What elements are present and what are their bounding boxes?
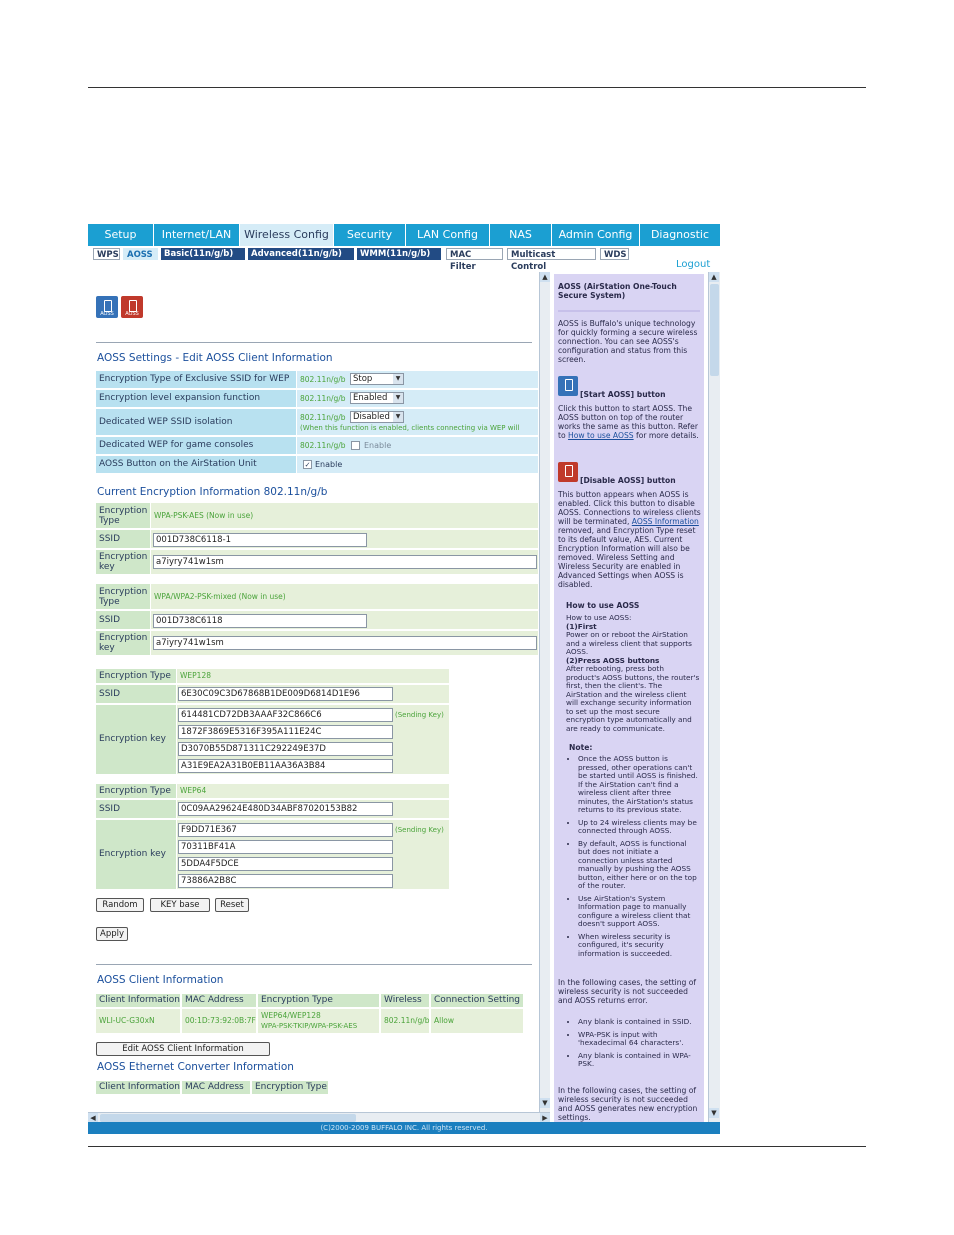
setting-label: Encryption level expansion function <box>96 390 296 407</box>
top-rule <box>88 87 866 88</box>
client-header: Encryption Type <box>258 994 379 1007</box>
ssid-label: SSID <box>96 611 150 629</box>
ssid-field[interactable]: 001D738C6118 <box>153 614 367 628</box>
wep128-key-field-1[interactable]: 614481CD72DB3AAAF32C866C6 <box>178 708 393 722</box>
aoss-button-checkbox[interactable]: ✓ <box>304 461 311 469</box>
encryption-type-label: Encryption Type <box>96 669 176 683</box>
ethernet-converter-title: AOSS Ethernet Converter Information <box>97 1061 294 1073</box>
client-header: Wireless <box>381 994 429 1007</box>
ssid-label: SSID <box>96 685 176 703</box>
subtab-mac-filter[interactable]: MAC Filter <box>446 248 503 260</box>
tab-diagnostic[interactable]: Diagnostic <box>650 228 710 241</box>
ethernet-header: Encryption Type <box>252 1081 328 1094</box>
wep64-key-field-1[interactable]: F9DD71E367 <box>178 823 393 837</box>
encryption-key-label: Encryption key <box>96 631 150 655</box>
band-label: 802.11n/g/b <box>300 413 346 422</box>
help-disable-title: [Disable AOSS] button <box>580 476 676 485</box>
scroll-down-icon[interactable]: ▼ <box>709 1108 719 1118</box>
encryption-type-value: WPA/WPA2-PSK-mixed (Now in use) <box>154 592 286 601</box>
random-button[interactable]: Random <box>96 898 144 912</box>
encryption-type-value: WPA-PSK-AES (Now in use) <box>154 511 254 520</box>
game-console-checkbox-label: Enable <box>364 441 392 450</box>
main-vertical-scrollbar[interactable] <box>539 272 550 1112</box>
subtab-wds[interactable]: WDS <box>600 248 629 260</box>
client-cell: WLI-UC-G30xN <box>96 1009 180 1033</box>
edit-client-info-button[interactable]: Edit AOSS Client Information <box>96 1042 270 1056</box>
apply-button[interactable]: Apply <box>96 927 128 941</box>
encryption-key-label: Encryption key <box>96 550 150 574</box>
scroll-down-icon[interactable]: ▼ <box>540 1098 550 1108</box>
client-cell: 802.11n/g/b <box>381 1009 429 1033</box>
tab-setup[interactable]: Setup <box>88 224 154 246</box>
subtab-advanced[interactable]: Advanced(11n/g/b) <box>248 248 354 260</box>
scroll-up-icon[interactable]: ▲ <box>540 272 550 282</box>
how-to-use-aoss-link[interactable]: How to use AOSS <box>568 431 634 440</box>
tab-admin-config[interactable]: Admin Config <box>552 224 640 246</box>
encryption-level-expansion-select[interactable]: Enabled ▼ <box>350 392 404 404</box>
help-note-item: • Use AirStation's System Information page to manually configure a wireless client that doesn't support AOSS. <box>578 895 700 929</box>
setting-value-cell <box>297 390 538 407</box>
wep64-key-field-3[interactable]: 5DDA4F5DCE <box>178 857 393 871</box>
help-press-text: After rebooting, press both product's AOSS buttons, the router's first, then the client's. The AirStation and the wireless client will exchange security information to set up the most secure encryption type automatically and are ready to communicate. <box>566 664 700 733</box>
help-case-item: • Any blank is contained in SSID. <box>578 1018 700 1027</box>
help-case-item: • Any blank is contained in WPA-PSK. <box>578 1052 700 1069</box>
aoss-information-link[interactable]: AOSS Information <box>631 517 699 526</box>
encryption-type-value-cell <box>177 669 449 683</box>
scroll-left-icon[interactable]: ◀ <box>88 1113 98 1123</box>
chevron-down-icon: ▼ <box>393 412 403 422</box>
help-howto-title: How to use AOSS <box>566 601 640 610</box>
encryption-type-label: Encryption Type <box>96 584 150 609</box>
help-intro: AOSS is Buffalo's unique technology for quickly forming a secure wireless connection. You can see AOSS's configuration and status from this screen. <box>558 319 698 364</box>
band-label: 802.11n/g/b <box>300 441 346 450</box>
ssid-label: SSID <box>96 530 150 548</box>
client-info-title: AOSS Client Information <box>97 974 224 986</box>
main-nav <box>88 224 720 246</box>
setting-value-cell <box>297 371 538 388</box>
ethernet-header: Client Information <box>96 1081 180 1094</box>
scroll-right-icon[interactable]: ▶ <box>540 1113 550 1123</box>
encryption-type-value-cell <box>177 784 449 798</box>
help-howto-block <box>566 614 700 733</box>
encryption-type-value-cell <box>151 503 538 528</box>
section-divider <box>96 964 532 965</box>
tab-internet-lan[interactable]: Internet/LAN <box>154 224 240 246</box>
ethernet-header: MAC Address <box>182 1081 250 1094</box>
encryption-key-field[interactable]: a7iyry741w1sm <box>153 636 537 650</box>
client-header: MAC Address <box>182 994 256 1007</box>
subtab-basic[interactable]: Basic(11n/g/b) <box>161 248 245 260</box>
ssid-label: SSID <box>96 800 176 818</box>
aoss-button-checkbox-label: Enable <box>315 460 343 469</box>
chevron-down-icon: ▼ <box>393 374 403 384</box>
setting-value-cell <box>297 409 538 435</box>
reset-button[interactable]: Reset <box>215 898 249 912</box>
client-cell: 00:1D:73:92:0B:7F <box>182 1009 256 1033</box>
wep64-ssid-field[interactable]: 0C09AA29624E480D34ABF87020153B82 <box>178 802 393 816</box>
settings-title: AOSS Settings - Edit AOSS Client Information <box>97 352 333 364</box>
help-note-item: • Once the AOSS button is pressed, other operations can't be started until AOSS is finished. If the AirStation can't find a wireless client after three minutes, the AirStation's status returns to its previous state. <box>578 755 700 815</box>
help-cases-intro: In the following cases, the setting of wireless security is not succeeded and AOSS returns error. <box>558 978 697 1005</box>
help-panel <box>554 274 704 1122</box>
help-howto-intro: How to use AOSS: <box>566 613 632 622</box>
help-notes <box>554 755 700 962</box>
help-start-title: [Start AOSS] button <box>580 390 666 399</box>
client-cell: Allow <box>431 1009 523 1033</box>
client-cell: WEP64/WEP128 WPA-PSK-TKIP/WPA-PSK-AES <box>258 1009 379 1033</box>
tab-wireless-config[interactable]: Wireless Config <box>240 224 334 246</box>
subtab-wps[interactable]: WPS <box>93 248 120 260</box>
scroll-up-icon[interactable]: ▲ <box>709 272 719 282</box>
chevron-down-icon: ▼ <box>393 393 403 403</box>
encryption-type-value: WEP128 <box>180 671 211 680</box>
current-encryption-title: Current Encryption Information 802.11n/g/b <box>97 486 328 498</box>
dedicated-wep-isolation-select[interactable]: Disabled ▼ <box>350 411 404 423</box>
help-note-item: • Up to 24 wireless clients may be connected through AOSS. <box>578 819 700 836</box>
encryption-type-value: WEP64 <box>180 786 207 795</box>
help-scroll-thumb[interactable] <box>710 284 719 376</box>
disable-aoss-help-icon <box>558 462 578 482</box>
disable-aoss-icon[interactable]: AOSS <box>121 296 143 318</box>
tab-security[interactable]: Security <box>334 224 406 246</box>
router-window <box>88 224 720 1134</box>
help-press-title: (2)Press AOSS buttons <box>566 655 660 665</box>
wep128-key-field-4[interactable]: A31E9EA2A31B0EB11AA36A3B84 <box>178 759 393 773</box>
setting-label: Dedicated WEP SSID isolation <box>96 409 296 435</box>
wep128-ssid-field[interactable]: 6E30C09C3D67868B1DE009D6814D1E96 <box>178 687 393 701</box>
game-console-checkbox[interactable] <box>351 441 360 450</box>
wep128-key-field-2[interactable]: 1872F3869E5316F395A111E24C <box>178 725 393 739</box>
wep64-key-field-4[interactable]: 73886A2B8C <box>178 874 393 888</box>
ssid-field[interactable]: 001D738C6118-1 <box>153 533 367 547</box>
footer-copyright: (C)2000-2009 BUFFALO INC. All rights reserved. <box>88 1122 720 1134</box>
encryption-key-label: Encryption key <box>96 705 176 774</box>
subtab-multicast-control[interactable]: Multicast Control <box>507 248 596 260</box>
setting-label: Encryption Type of Exclusive SSID for WEP <box>96 371 296 388</box>
encryption-type-label: Encryption Type <box>96 784 176 798</box>
help-note-item: • When wireless security is configured, it's security information is succeeded. <box>578 933 700 959</box>
subtab-aoss[interactable]: AOSS <box>123 248 158 260</box>
encryption-key-label: Encryption key <box>96 820 176 889</box>
tab-lan-config[interactable]: LAN Config <box>406 224 490 246</box>
client-header: Connection Setting <box>431 994 523 1007</box>
help-divider <box>558 310 700 312</box>
key-base-button[interactable]: KEY base <box>150 898 210 912</box>
setting-value-cell <box>297 437 538 454</box>
client-header: Client Information <box>96 994 180 1007</box>
help-vertical-scrollbar[interactable] <box>708 272 720 1122</box>
help-cases2-intro: In the following cases, the setting of wireless security is not succeeded and AOSS generates new encryption settings. <box>558 1086 698 1122</box>
isolation-note: (When this function is enabled, clients connecting via WEP will <box>300 424 520 432</box>
start-aoss-icon[interactable]: AOSS <box>96 296 118 318</box>
logout-link[interactable]: Logout <box>676 259 711 270</box>
help-first-text: Power on or reboot the AirStation and a wireless client that supports AOSS. <box>566 630 692 656</box>
encryption-type-value-cell <box>151 584 538 609</box>
tab-nas[interactable]: NAS <box>490 224 552 246</box>
help-title: AOSS (AirStation One-Touch Secure System) <box>558 282 677 300</box>
help-disable-text: This button appears when AOSS is enabled. Click this button to disable AOSS. Connections to wireless clients will be terminated, AOSS Information removed, and Encryption Type reset to its default value, AES. Current Encryption Information will also be removed. Wireless Setting and Wireless Security are enabled in Advanced Settings when AOSS is disabled. <box>558 490 701 589</box>
help-start-text: Click this button to start AOSS. The AOSS button on top of the router works the same as this button. Refer to How to use AOSS for more details. <box>558 404 699 440</box>
encryption-exclusive-ssid-select[interactable]: Stop ▼ <box>350 373 404 385</box>
subtab-wmm[interactable]: WMM(11n/g/b) <box>357 248 441 260</box>
help-case-item: • WPA-PSK is input with 'hexadecimal 64 characters'. <box>578 1031 700 1048</box>
help-cases <box>554 1018 700 1073</box>
help-note-title: Note: <box>569 743 593 752</box>
sending-key-label: (Sending Key) <box>395 711 444 719</box>
band-label: 802.11n/g/b <box>300 375 346 384</box>
setting-label: AOSS Button on the AirStation Unit <box>96 456 296 473</box>
sending-key-label: (Sending Key) <box>395 826 444 834</box>
horizontal-scroll-thumb[interactable] <box>100 1114 356 1122</box>
start-aoss-help-icon <box>558 376 578 396</box>
encryption-type-label: Encryption Type <box>96 503 150 528</box>
help-note-item: • By default, AOSS is functional but does not initiate a connection unless started manually by pushing the AOSS button, either here or on the top of the router. <box>578 840 700 891</box>
band-label: 802.11n/g/b <box>300 394 346 403</box>
help-first-title: (1)First <box>566 621 597 631</box>
setting-label: Dedicated WEP for game consoles <box>96 437 296 454</box>
encryption-key-field[interactable]: a7iyry741w1sm <box>153 555 537 569</box>
bottom-rule <box>88 1146 866 1147</box>
wep128-key-field-3[interactable]: D3070B55D871311C292249E37D <box>178 742 393 756</box>
wep64-key-field-2[interactable]: 70311BF41A <box>178 840 393 854</box>
section-divider <box>96 342 532 343</box>
main-content <box>88 272 538 1110</box>
